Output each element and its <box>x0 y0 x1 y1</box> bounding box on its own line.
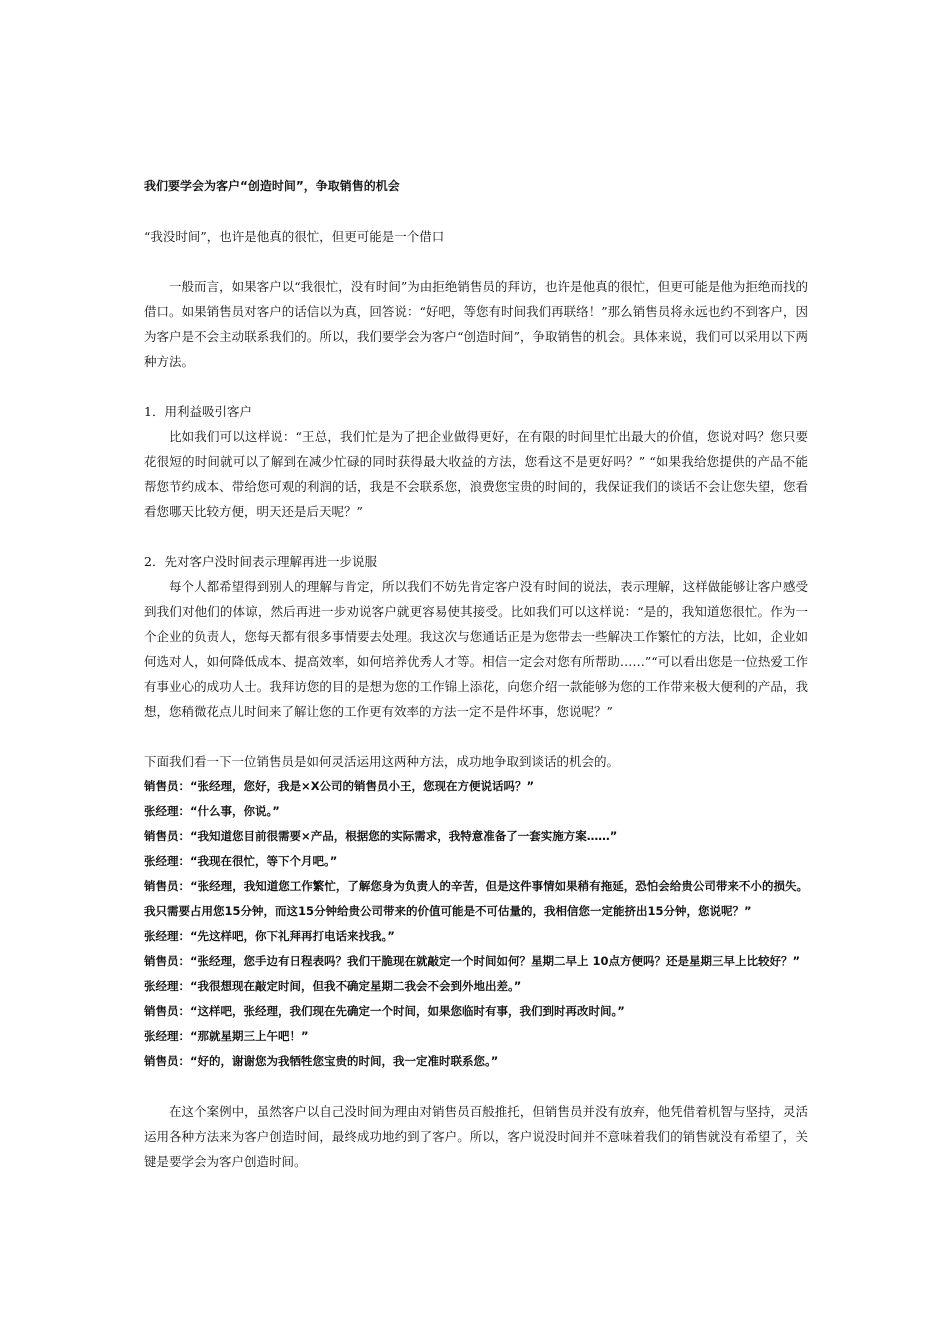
method2-paragraph: 每个人都希望得到别人的理解与肯定，所以我们不妨先肯定客户没有时间的说法，表示理解，这样做能够让客户感受到我们对他们的体谅，然后再进一步劝说客户就更容易使其接受。比如我们可以这样说：“是的，我知道您很忙。作为一个企业的负责人，您每天都有很多事情要去处理。我这次与您通话正是为您带去一些解决工作繁忙的方法，比如，企业如何选对人，如何降低成本、提高效率，如何培养优秀人才等。相信一定会对您有所帮助……”“可以看出您是一位热爱工作有事业心的成功人士。我拜访您的目的是想为您的工作锦上添花，向您介绍一款能够为您的工作带来极大便利的产品，我想，您稍微花点儿时间来了解让您的工作更有效率的方法一定不是件坏事，您说呢？” <box>144 579 808 719</box>
dialogue-block <box>144 774 808 1074</box>
spacer <box>144 1074 808 1099</box>
dialogue-line: 销售员：“好的，谢谢您为我牺牲您宝贵的时间，我一定准时联系您。” <box>144 1054 499 1068</box>
dialogue-line: 张经理：“我很想现在敲定时间，但我不确定星期二我会不会到外地出差。” <box>144 979 522 993</box>
dialogue-line: 销售员：“张经理，您好，我是×X公司的销售员小王，您现在方便说话吗？” <box>144 779 535 793</box>
spacer <box>144 374 808 399</box>
spacer <box>144 249 808 274</box>
method2-heading: 2．先对客户没时间表示理解再进一步说服 <box>144 554 377 569</box>
dialogue-line: 张经理：“先这样吧，你下礼拜再打电话来找我。” <box>144 929 395 943</box>
dialogue-line: 张经理：“那就星期三上午吧！” <box>144 1029 309 1043</box>
dialogue-line: 销售员：“张经理，您手边有日程表吗？我们干脆现在就敲定一个时间如何？星期二早上 10点方便吗？还是星期三早上比较好？” <box>144 954 801 968</box>
method1-heading: 1．用利益吸引客户 <box>144 404 252 419</box>
dialogue-line: 销售员：“张经理，我知道您工作繁忙，了解您身为负责人的辛苦，但是这件事情如果稍有拖延，恐怕会给贵公司带来不小的损失。我只需要占用您15分钟，而这15分钟给贵公司带来的价值可能是不可估量的，我相信您一定能挤出15分钟，您说呢？” <box>144 879 808 918</box>
spacer <box>144 724 808 749</box>
intro-paragraph: 一般而言，如果客户以“我很忙，没有时间”为由拒绝销售员的拜访，也许是他真的很忙，但更可能是他为拒绝而找的借口。如果销售员对客户的话信以为真，回答说：“好吧，等您有时间我们再联络！”那么销售员将永远也约不到客户，因为客户是不会主动联系我们的。所以，我们要学会为客户“创造时间”，争取销售的机会。具体来说，我们可以采用以下两种方法。 <box>144 279 808 369</box>
method1-paragraph: 比如我们可以这样说：“王总，我们忙是为了把企业做得更好，在有限的时间里忙出最大的价值，您说对吗？您只要花很短的时间就可以了解到在减少忙碌的同时获得最大收益的方法，您看这不是更好吗？” “如果我给您提供的产品不能帮您节约成本、带给您可观的利润的话，我是不会联系您，浪费您宝贵的时间的，我保证我们的谈话不会让您失望，您看看您哪天比较方便，明天还是后天呢？” <box>144 429 808 519</box>
example-intro: 下面我们看一下一位销售员是如何灵活运用这两种方法，成功地争取到谈话的机会的。 <box>144 754 620 769</box>
dialogue-line: 张经理：“什么事，你说。” <box>144 804 280 818</box>
dialogue-line: 销售员：“这样吧，张经理，我们现在先确定一个时间，如果您临时有事，我们到时再改时间。” <box>144 1004 625 1018</box>
document-title: 我们要学会为客户“创造时间”，争取销售的机会 <box>144 179 400 193</box>
dialogue-line: 销售员：“我知道您目前很需要×产品，根据您的实际需求，我特意准备了一套实施方案……” <box>144 829 618 843</box>
conclusion-paragraph: 在这个案例中，虽然客户以自己没时间为理由对销售员百般推托，但销售员并没有放弃，他凭借着机智与坚持，灵活运用各种方法来为客户创造时间，最终成功地约到了客户。所以，客户说没时间并不意味着我们的销售就没有希望了，关键是要学会为客户创造时间。 <box>144 1104 808 1169</box>
document-body <box>144 174 808 1174</box>
spacer <box>144 524 808 549</box>
dialogue-line: 张经理：“我现在很忙，等下个月吧。” <box>144 854 338 868</box>
document-subtitle: “我没时间”，也许是他真的很忙，但更可能是一个借口 <box>144 229 445 244</box>
spacer <box>144 199 808 224</box>
